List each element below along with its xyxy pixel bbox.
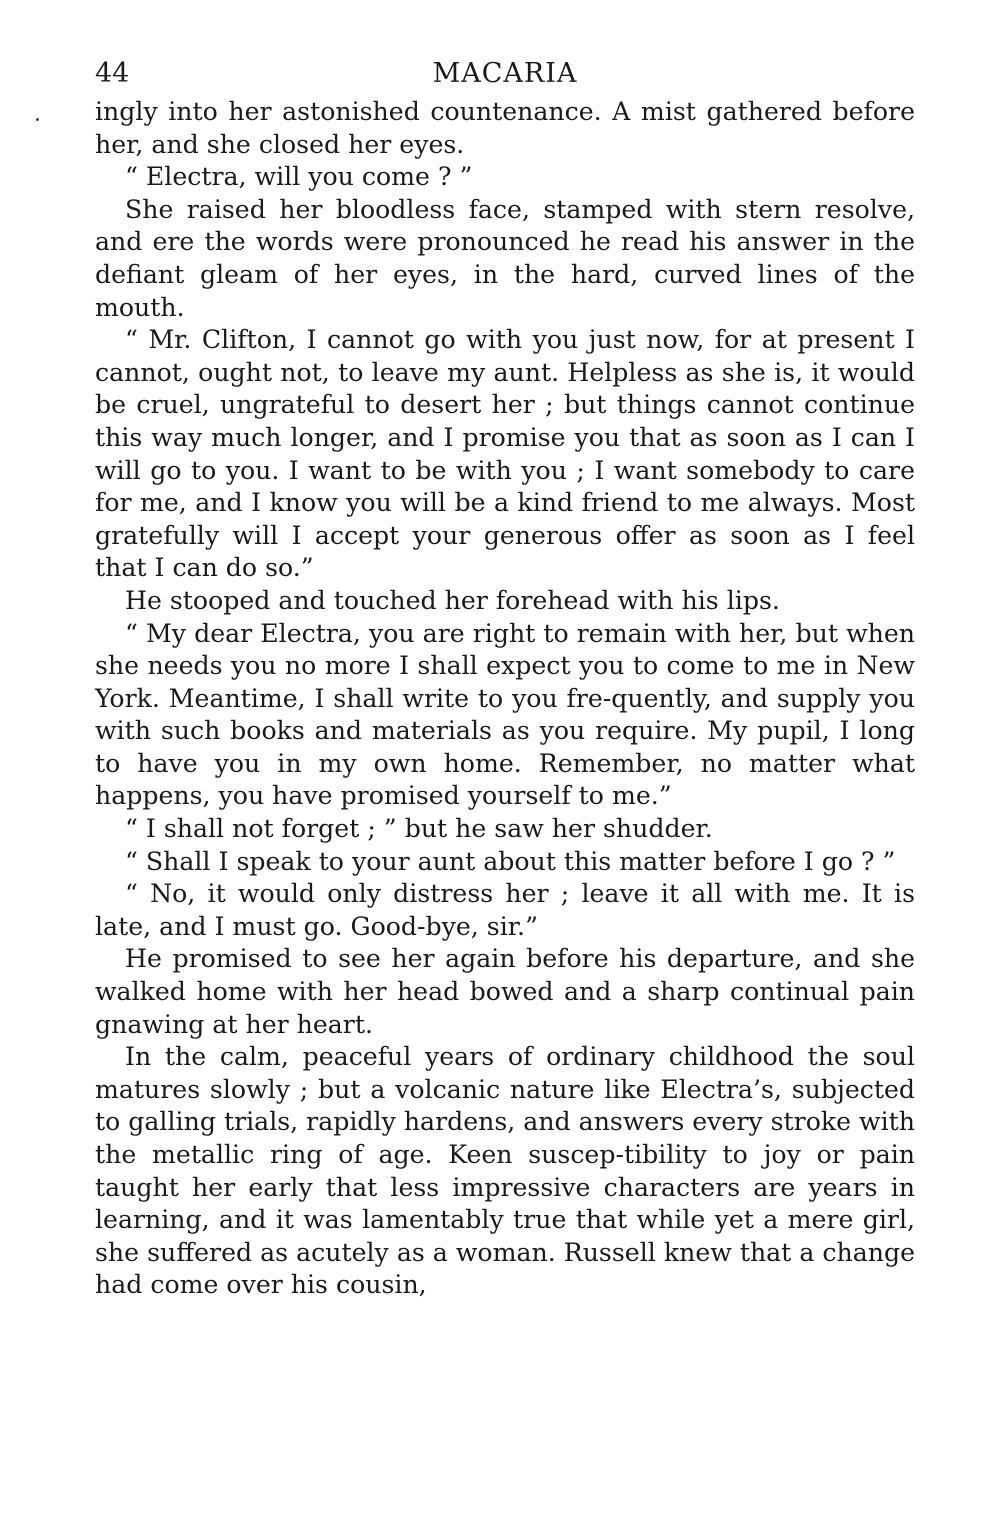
paragraph: “ No, it would only distress her ; leave it all with me. It is late, and I must go. Good-bye, sir.”	[95, 879, 915, 941]
print-speck	[36, 118, 39, 121]
paragraph: “ Mr. Clifton, I cannot go with you just now, for at present I cannot, ought not, to leave my aunt. Helpless as she is, it would be cruel, ungrateful to desert her ; but things cannot continue this way much longer, and I promise you that as soon as I can I will go to you. I want to be with you ; I want somebody to care for me, and I know you will be a kind friend to me always. Most gratefully will I accept your generous offer as soon as I feel that I can do so.”	[95, 325, 915, 583]
paragraph: “ Shall I speak to your aunt about this matter before I go ? ”	[125, 846, 896, 876]
paragraph: “ My dear Electra, you are right to remain with her, but when she needs you no more I shall expect you to come to me in New York. Meantime, I shall write to you fre-quently, and supply you with such books and materials as you require. My pupil, I long to have you in my own home. Remember, no matter what happens, you have promised yourself to me.”	[95, 618, 915, 811]
paragraph: In the calm, peaceful years of ordinary childhood the soul matures slowly ; but a volcanic nature like Electra’s, subjected to galling trials, rapidly hardens, and answers every stroke with the metallic ring of age. Keen suscep-tibility to joy or pain taught her early that less impressive characters are years in learning, and it was lamentably true that while yet a mere girl, she suffered as acutely as a woman. Russell knew that a change had come over his cousin,	[95, 1042, 915, 1300]
paragraph: “ Electra, will you come ? ”	[125, 162, 473, 192]
page-header	[95, 52, 915, 96]
body-text	[95, 96, 915, 1302]
paragraph: He promised to see her again before his departure, and she walked home with her head bowed and a sharp continual pain gnawing at her heart.	[95, 944, 915, 1039]
page-number: 44	[95, 58, 130, 89]
paragraph: “ I shall not forget ; ” but he saw her shudder.	[125, 814, 713, 844]
paragraph: He stooped and touched her forehead with his lips.	[125, 585, 780, 615]
book-page	[95, 52, 915, 1302]
running-title: MACARIA	[432, 58, 578, 89]
paragraph: ingly into her astonished countenance. A mist gathered before her, and she closed her eyes.	[95, 97, 915, 159]
paragraph: She raised her bloodless face, stamped with stern resolve, and ere the words were pronounced he read his answer in the defiant gleam of her eyes, in the hard, curved lines of the mouth.	[95, 194, 915, 322]
